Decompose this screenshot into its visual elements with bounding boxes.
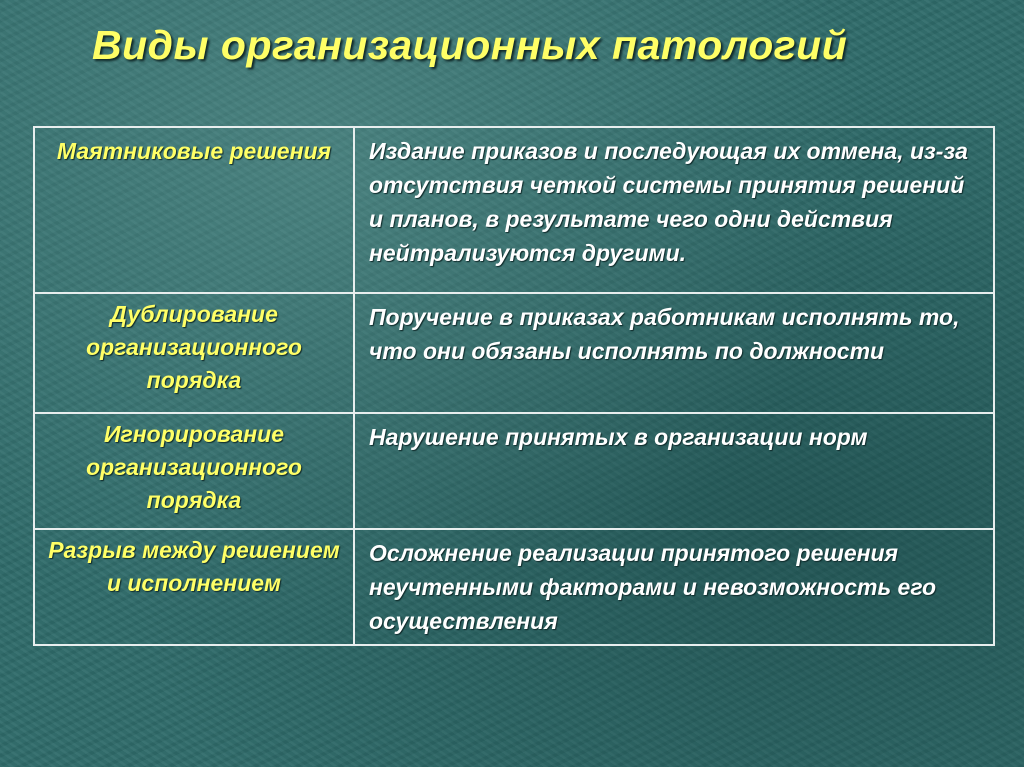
pathology-name-cell: Разрыв между решением и исполнением <box>34 529 354 645</box>
pathology-description-cell: Поручение в приказах работникам исполнять то, что они обязаны исполнять по должности <box>354 293 994 413</box>
table-row <box>34 127 994 293</box>
pathologies-table <box>33 126 995 646</box>
pathology-name-cell: Маятниковые решения <box>34 127 354 293</box>
pathology-name-cell: Дублирование организационного порядка <box>34 293 354 413</box>
table-row <box>34 293 994 413</box>
table-row <box>34 413 994 529</box>
pathology-description-cell: Нарушение принятых в организации норм <box>354 413 994 529</box>
pathology-name-cell: Игнорирование организационного порядка <box>34 413 354 529</box>
table-row <box>34 529 994 645</box>
slide-title: Виды организационных патологий <box>92 22 848 68</box>
pathology-description-cell: Издание приказов и последующая их отмена, из-за отсутствия четкой системы принятия решений и планов, в результате чего одни действия нейтрализуются другими. <box>354 127 994 293</box>
pathologies-table-container <box>33 126 993 646</box>
pathology-description-cell: Осложнение реализации принятого решения неучтенными факторами и невозможность его осуществления <box>354 529 994 645</box>
